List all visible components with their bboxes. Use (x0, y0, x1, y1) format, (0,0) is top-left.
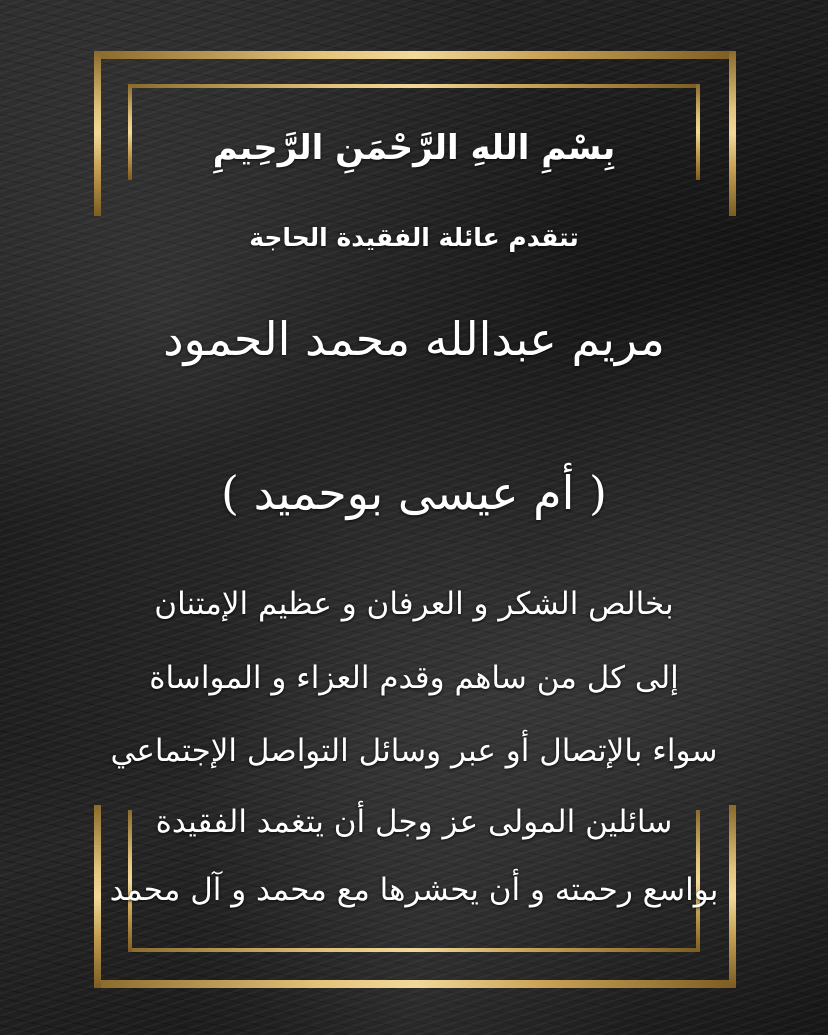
message-line: بواسع رحمته و أن يحشرها مع محمد و آل محمد (109, 872, 719, 908)
family-intro-text: تتقدم عائلة الفقيدة الحاجة (249, 223, 579, 252)
deceased-kunya: ( أم عيسى بوحميد ) (221, 466, 607, 520)
message-line: بخالص الشكر و العرفان و عظيم الإمتنان (154, 586, 674, 622)
message-line: سائلين المولى عز وجل أن يتغمد الفقيدة (155, 804, 673, 840)
message-line: سواء بالإتصال أو عبر وسائل التواصل الإجتماعي (110, 733, 718, 769)
basmala-heading: بِسْمِ اللهِ الرَّحْمَنِ الرَّحِيمِ (212, 128, 616, 168)
deceased-name: مريم عبدالله محمد الحمود (163, 312, 665, 366)
message-line: إلى كل من ساهم وقدم العزاء و المواساة (149, 660, 679, 696)
